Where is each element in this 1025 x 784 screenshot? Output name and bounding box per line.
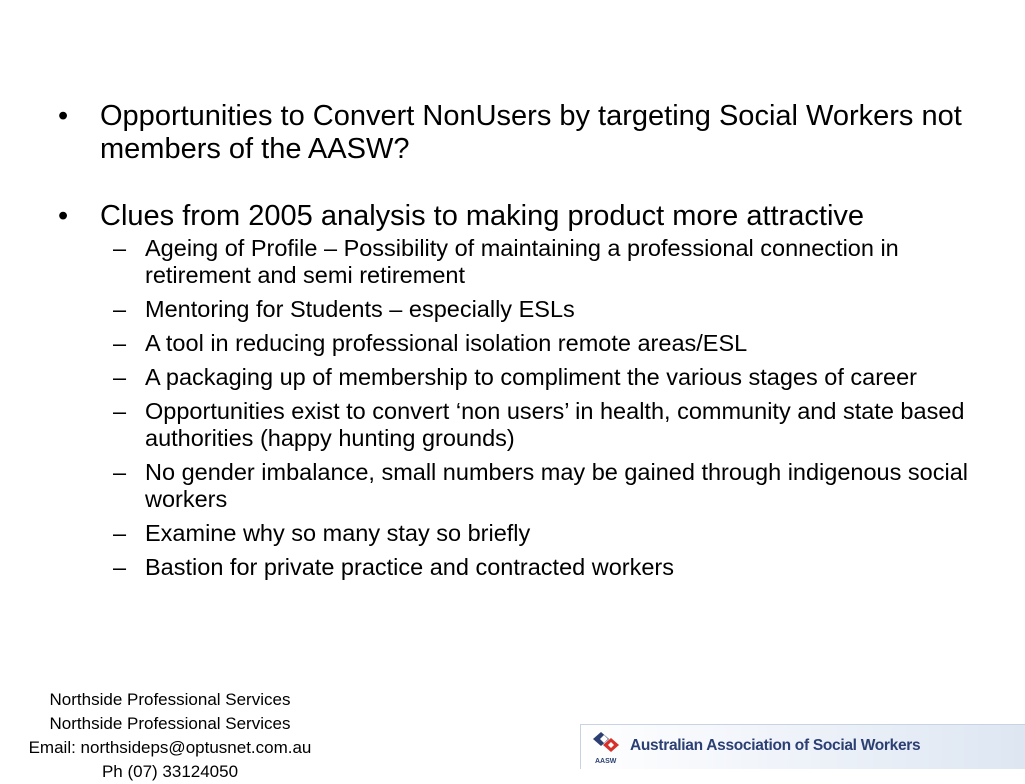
sub-point-8 — [55, 554, 995, 581]
sub-point-3-text: A tool in reducing professional isolation remote areas/ESL — [145, 330, 748, 356]
bullet-marker: • — [58, 100, 69, 132]
footer-phone: Ph (07) 33124050 — [101, 762, 239, 781]
dash-marker: – — [113, 330, 127, 356]
sub-point-6 — [55, 459, 995, 513]
bullet-point-2-text: Clues from 2005 analysis to making product more attractive — [100, 200, 865, 232]
dash-marker: – — [113, 459, 127, 485]
sub-point-7 — [55, 520, 995, 547]
aasw-logo-icon — [591, 730, 623, 766]
aasw-logo-caption: AASW — [595, 758, 617, 765]
association-name: Australian Association of Social Workers — [630, 737, 921, 754]
aasw-branding-bar — [580, 724, 1025, 769]
dash-marker: – — [113, 554, 127, 580]
sub-point-5 — [55, 398, 995, 452]
bullet-point-1-text: Opportunities to Convert NonUsers by targeting Social Workers not members of the AASW? — [100, 100, 962, 165]
sub-point-2 — [55, 296, 995, 323]
footer-line-2: Northside Professional Services — [49, 714, 291, 733]
footer-line-1: Northside Professional Services — [49, 690, 291, 709]
sub-point-2-text: Mentoring for Students – especially ESLs — [145, 296, 575, 322]
footer-contact — [0, 688, 340, 784]
sub-point-1 — [55, 235, 995, 289]
sub-point-6-text: No gender imbalance, small numbers may be gained through indigenous social workers — [145, 459, 968, 512]
sub-point-1-text: Ageing of Profile – Possibility of maintaining a professional connection in retirement and semi retirement — [145, 235, 899, 288]
bullet-point-1 — [55, 100, 995, 166]
dash-marker: – — [113, 364, 127, 390]
dash-marker: – — [113, 398, 127, 424]
sub-point-5-text: Opportunities exist to convert ‘non users’ in health, community and state based authorities (happy hunting grounds) — [145, 398, 965, 451]
bullet-point-2 — [55, 200, 995, 233]
dash-marker: – — [113, 235, 127, 261]
sub-point-4-text: A packaging up of membership to compliment the various stages of career — [145, 364, 917, 390]
sub-point-3 — [55, 330, 995, 357]
dash-marker: – — [113, 296, 127, 322]
bullet-marker: • — [58, 200, 69, 232]
sub-point-4 — [55, 364, 995, 391]
dash-marker: – — [113, 520, 127, 546]
slide-content — [55, 100, 995, 588]
sub-point-8-text: Bastion for private practice and contracted workers — [145, 554, 675, 580]
sub-point-list — [55, 235, 995, 581]
footer-email: Email: northsideps@optusnet.com.au — [28, 738, 312, 757]
sub-point-7-text: Examine why so many stay so briefly — [145, 520, 531, 546]
